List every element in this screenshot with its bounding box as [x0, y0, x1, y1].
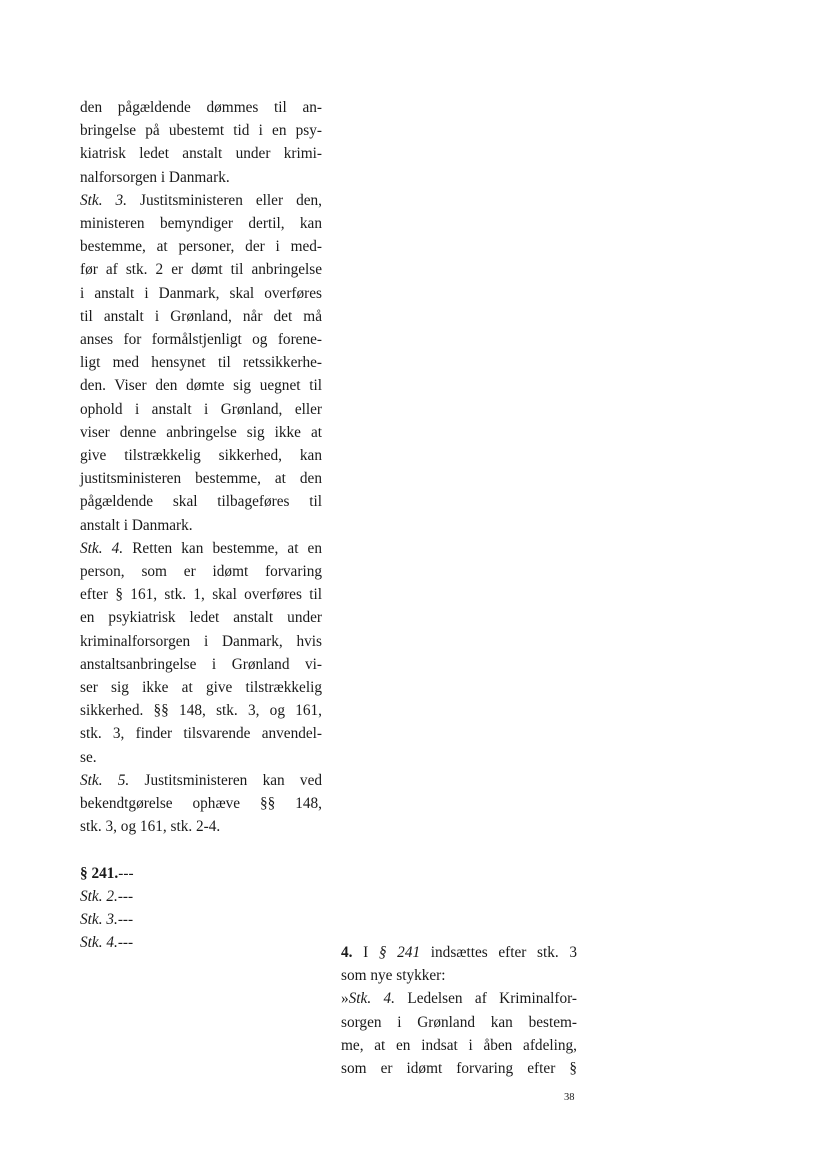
text-line: sorgen i Grønland kan bestem- [341, 1013, 577, 1031]
text-line: viser denne anbringelse sig ikke at [80, 423, 322, 441]
amendment-number: 4. [341, 944, 353, 961]
stk-label: Stk. 4. [80, 934, 118, 952]
section-number: § 241. [80, 864, 119, 882]
stk4-first-line [80, 537, 322, 560]
item-dashes: --- [117, 934, 134, 952]
section-reference: § 241 [378, 944, 421, 961]
stk-label: Stk. 2. [80, 887, 118, 905]
stk-label: Stk. 4. [348, 990, 395, 1008]
text-line: give tilstrækkelig sikkerhed, kan [80, 447, 322, 465]
stk5-first-line [80, 769, 322, 792]
text-fragment: Retten kan bestemme, at en [123, 539, 322, 557]
section-gap [80, 839, 322, 862]
item-dashes: --- [117, 910, 134, 928]
text-line: en psykiatrisk ledet anstalt under [80, 609, 322, 627]
text-line: som nye stykker: [341, 967, 446, 985]
page-number: 38 [564, 1092, 575, 1103]
text-fragment: Justitsministeren kan ved [129, 771, 323, 789]
text-line: stk. 3, finder tilsvarende anvendel- [80, 725, 322, 743]
stk-label: Stk. 4. [80, 539, 124, 557]
section-item [80, 908, 322, 931]
section-item [80, 885, 322, 908]
text-line: sikkerhed. §§ 148, stk. 3, og 161, [80, 702, 322, 720]
text-line: i anstalt i Danmark, skal overføres [80, 284, 322, 302]
text-line: anses for formålstjenligt og forene- [80, 331, 322, 349]
text-line: anstalt i Danmark. [80, 516, 193, 534]
text-line: pågældende skal tilbageføres til [80, 493, 322, 511]
item-dashes: --- [117, 887, 134, 905]
section-dashes: --- [118, 864, 134, 882]
text-line: person, som er idømt forvaring [80, 563, 322, 581]
text-line: bringelse på ubestemt tid i en psy- [80, 122, 322, 140]
text-fragment: Ledelsen af Kriminalfor- [395, 990, 578, 1008]
text-fragment: indsættes efter stk. 3 [420, 944, 577, 961]
text-line: bestemme, at personer, der i med- [80, 238, 322, 256]
stk3-first-line [80, 189, 322, 212]
text-line: som er idømt forvaring efter § [341, 1060, 577, 1078]
text-line: kriminalforsorgen i Danmark, hvis [80, 632, 322, 650]
text-line: den pågældende dømmes til an- [80, 99, 322, 116]
text-line: bekendtgørelse ophæve §§ 148, [80, 795, 322, 813]
quote-mark: » [341, 990, 349, 1008]
text-line: den. Viser den dømte sig uegnet til [80, 377, 322, 395]
text-fragment: I [352, 944, 379, 961]
text-line: før af stk. 2 er dømt til anbringelse [80, 261, 322, 279]
text-line: ministeren bemyndiger dertil, kan [80, 215, 322, 233]
text-line: anstaltsanbringelse i Grønland vi- [80, 655, 322, 673]
text-line: ser sig ikke at give tilstrækkelig [80, 679, 322, 697]
text-line: kiatrisk ledet anstalt under krimi- [80, 145, 322, 163]
left-column [80, 96, 322, 954]
text-line: ligt med hensynet til retssikkerhe- [80, 354, 322, 372]
text-line: ophold i anstalt i Grønland, eller [80, 400, 322, 418]
text-line: se. [80, 748, 97, 766]
text-line: nalforsorgen i Danmark. [80, 168, 230, 186]
amendment-intro [341, 941, 577, 964]
section-item [80, 931, 322, 954]
text-line: til anstalt i Grønland, når det må [80, 307, 322, 325]
text-line: stk. 3, og 161, stk. 2-4. [80, 818, 221, 836]
quoted-stk4-first-line [341, 987, 577, 1010]
stk-label: Stk. 3. [80, 191, 128, 209]
text-fragment: Justitsministeren eller den, [127, 191, 322, 209]
section-heading [80, 862, 322, 885]
text-line: justitsministeren bestemme, at den [80, 470, 322, 488]
text-line: efter § 161, stk. 1, skal overføres til [80, 586, 322, 604]
stk-label: Stk. 3. [80, 910, 118, 928]
stk-label: Stk. 5. [80, 771, 130, 789]
right-column [341, 941, 577, 1080]
text-line: me, at en indsat i åben afdeling, [341, 1036, 577, 1054]
